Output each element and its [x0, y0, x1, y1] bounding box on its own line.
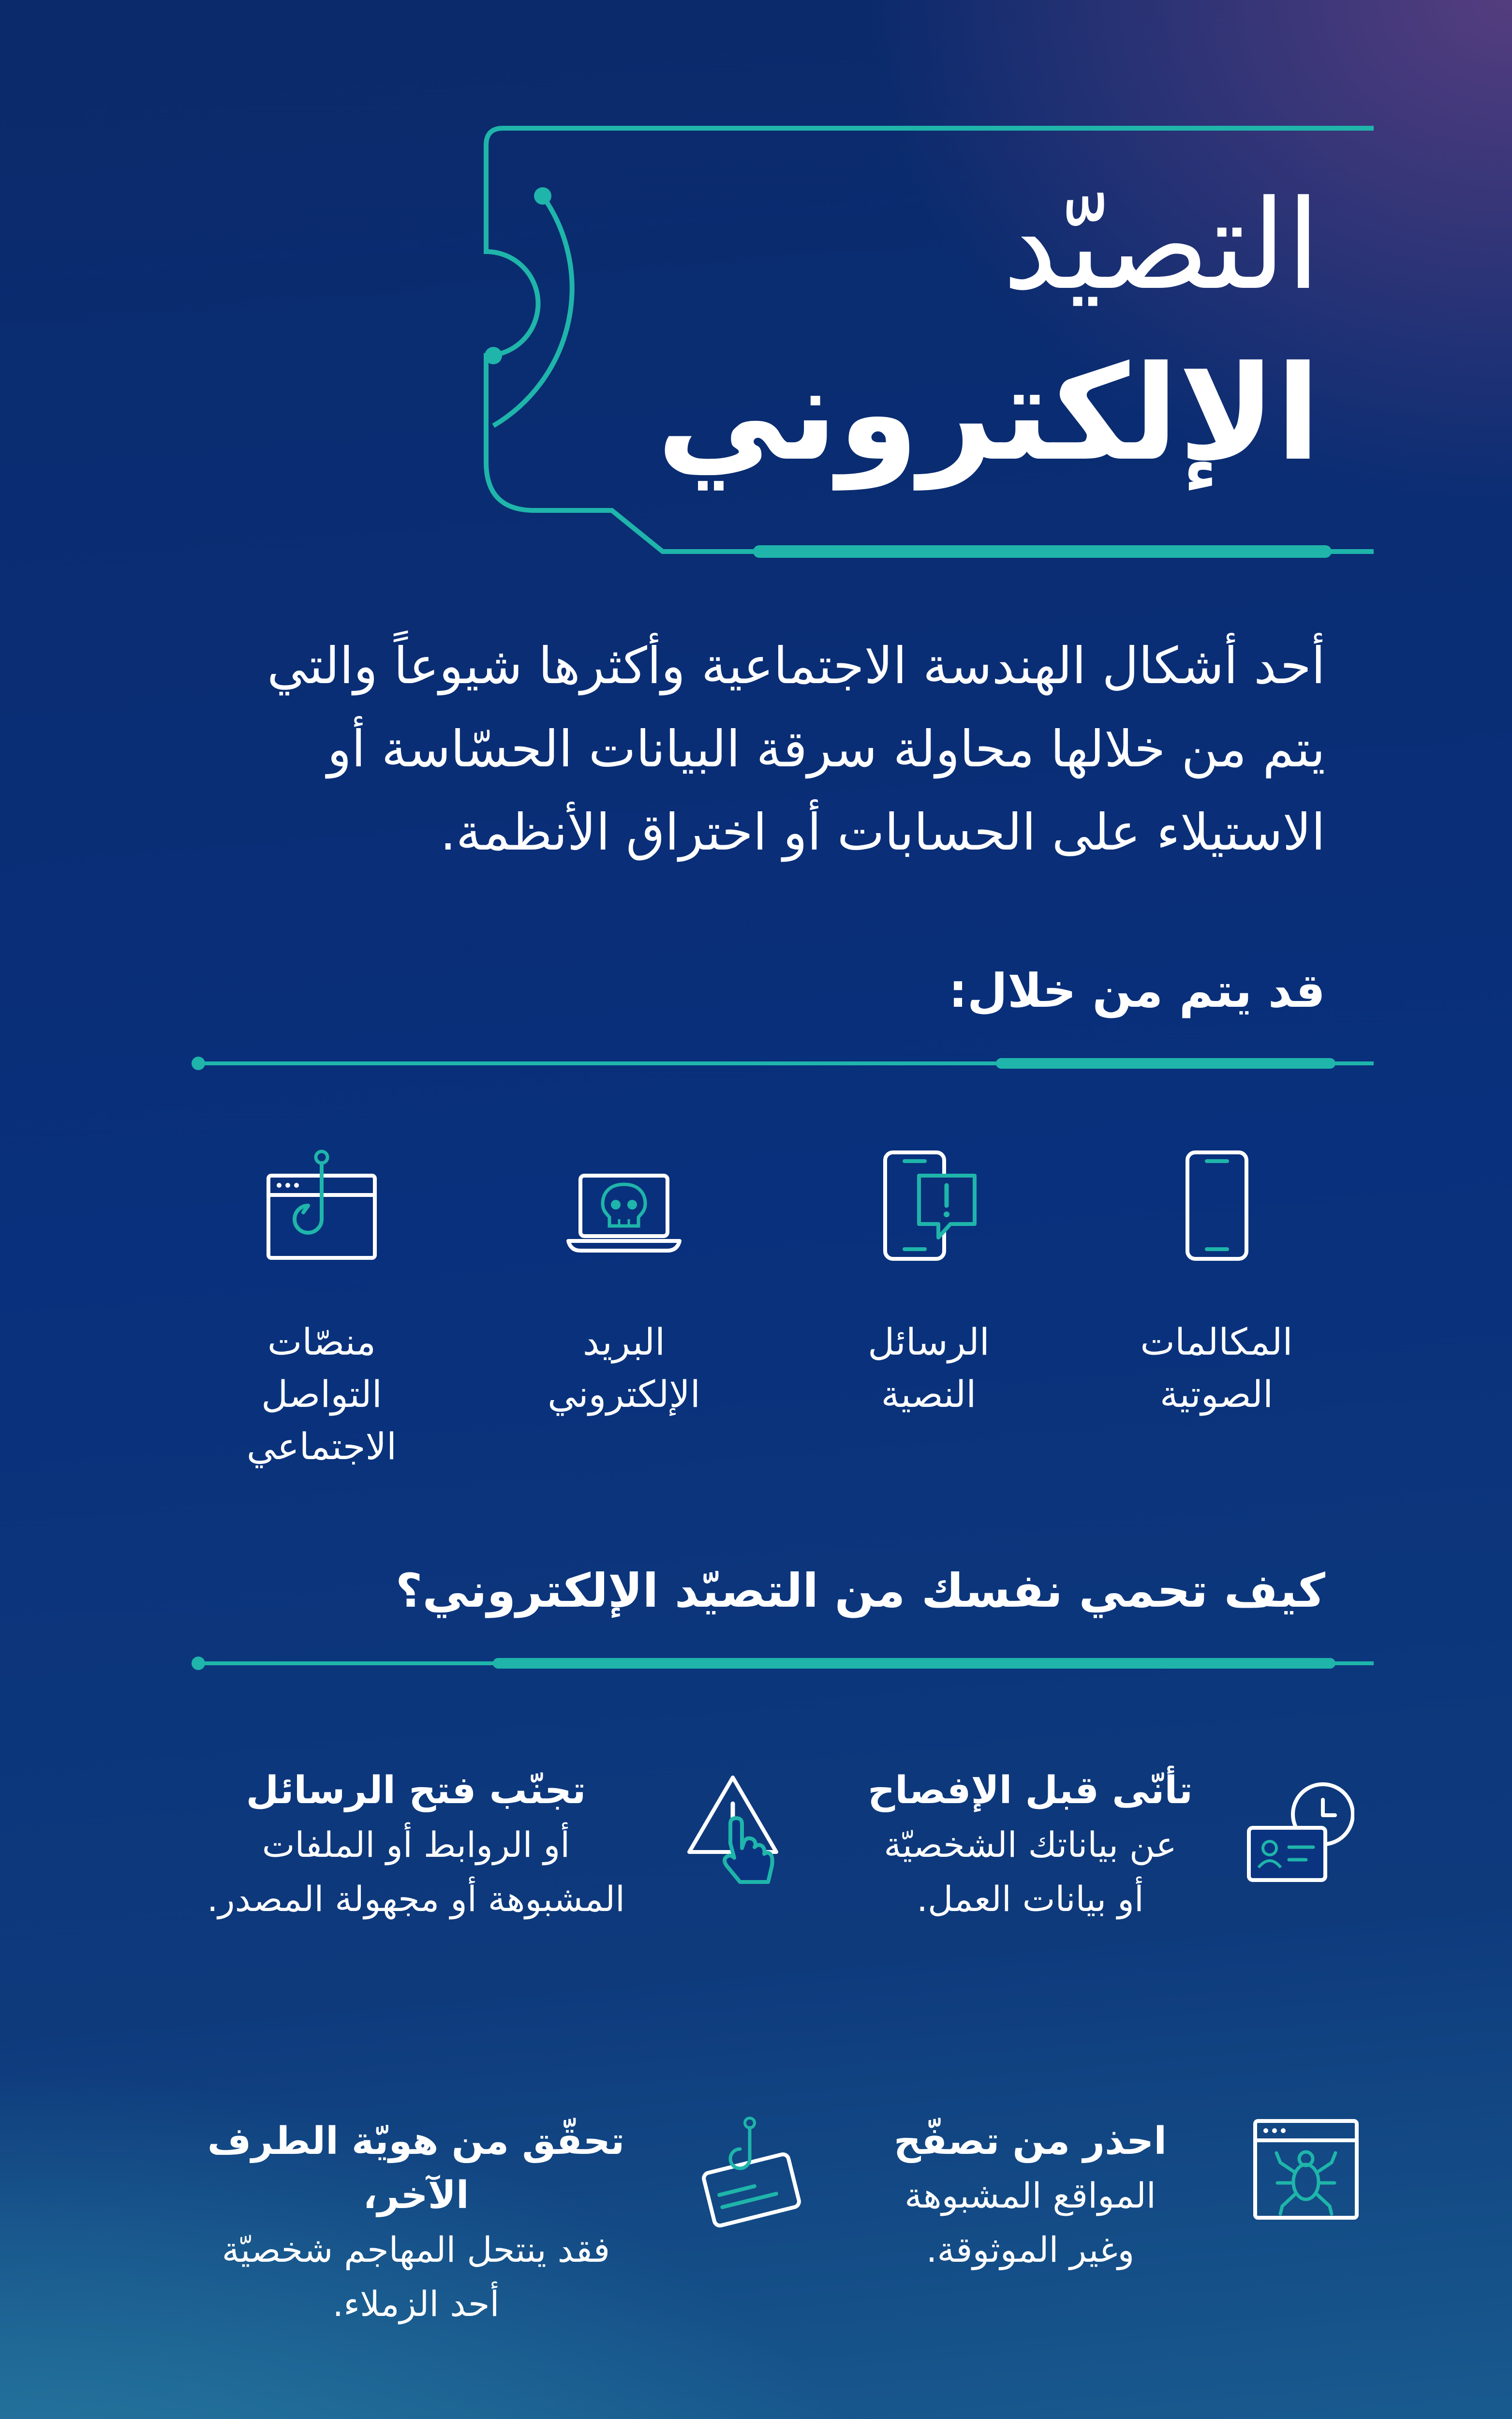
id-card-clock-icon — [1243, 1771, 1354, 1896]
browser-bug-icon — [1250, 2114, 1362, 2240]
intro-line: أحد أشكال الهندسة الاجتماعية وأكثرها شيوعاً والتي — [267, 636, 1325, 695]
browser-hook-icon — [259, 1147, 385, 1272]
tip-body-line: المواقع المشبوهة — [904, 2175, 1156, 2216]
tip-body-line: أو الروابط أو الملفات — [262, 1824, 570, 1865]
tips-divider — [189, 1654, 1379, 1673]
tip-title: تأنّى قبل الإفصاح — [868, 1769, 1193, 1812]
channels-divider — [189, 1054, 1379, 1073]
intro-paragraph — [203, 624, 1325, 874]
tip-title: تجنّب فتح الرسائل — [246, 1769, 586, 1812]
channel-label-social-media: منصّات التواصل الاجتماعي — [246, 1320, 397, 1468]
warning-touch-icon — [682, 1771, 793, 1896]
tip-body-line: المشبوهة أو مجهولة المصدر. — [207, 1879, 625, 1919]
channel-label-voice-calls: المكالمات الصوتية — [1140, 1320, 1293, 1416]
tip-body-line: فقد ينتحل المهاجم شخصيّة — [222, 2229, 610, 2270]
tip-think-before-sharing — [827, 1763, 1233, 1926]
tip-body-line: أو بيانات العمل. — [917, 1879, 1144, 1919]
tip-body-line: أحد الزملاء. — [332, 2284, 500, 2324]
tip-title: احذر من تصفّح — [893, 2120, 1167, 2163]
channel-label-email: البريد الإلكتروني — [548, 1320, 700, 1416]
tip-avoid-suspicious-messages — [174, 1763, 658, 1926]
tip-body-line: عن بياناتك الشخصيّة — [884, 1824, 1177, 1865]
sms-alert-icon — [866, 1147, 992, 1272]
channel-label-sms: الرسائل النصية — [868, 1320, 990, 1416]
title-line-2: الإلكتروني — [656, 337, 1320, 490]
tip-verify-identity — [164, 2114, 667, 2331]
tip-body-line: وغير الموثوقة. — [926, 2229, 1135, 2270]
phone-icon — [1154, 1147, 1279, 1272]
hooked-card-icon — [697, 2114, 808, 2240]
tip-beware-browsing — [827, 2114, 1233, 2277]
title-line-1: التصيّد — [1002, 174, 1320, 317]
intro-line: الاستيلاء على الحسابات أو اختراق الأنظمة. — [440, 803, 1325, 862]
intro-line: يتم من خلالها محاولة سرقة البيانات الحسّاسة أو — [327, 719, 1325, 778]
laptop-skull-icon — [561, 1147, 687, 1272]
tips-heading: كيف تحمي نفسك من التصيّد الإلكتروني؟ — [395, 1564, 1325, 1618]
tip-title: تحقّق من هويّة الطرف الآخر، — [207, 2120, 625, 2217]
channels-heading: قد يتم من خلال: — [949, 964, 1325, 1018]
